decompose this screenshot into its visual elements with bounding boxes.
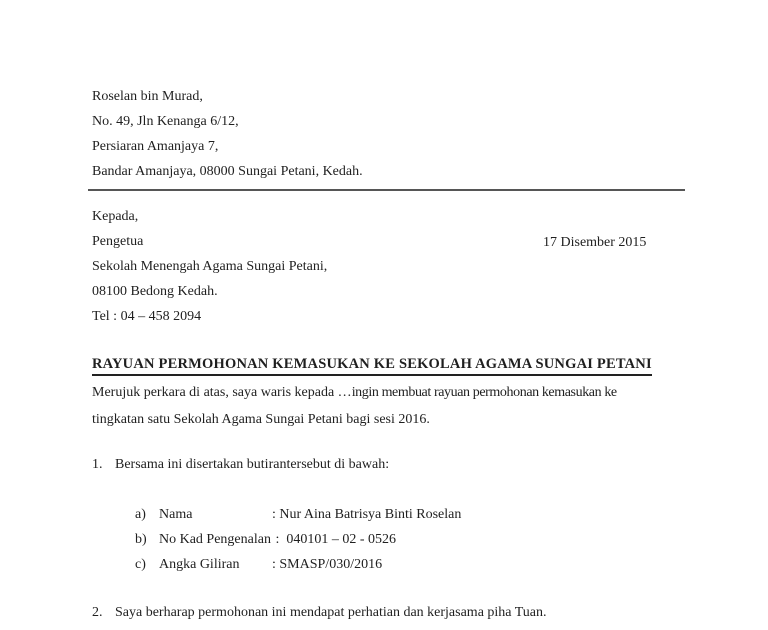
detail-row-nama: [135, 502, 461, 527]
subject-heading: RAYUAN PERMOHONAN KEMASUKAN KE SEKOLAH AGAMA SUNGAI PETANI: [92, 356, 652, 376]
detail-a-letter: a): [135, 507, 146, 522]
sender-street: No. 49, Jln Kenanga 6/12,: [92, 114, 239, 129]
item-2-text: Saya berharap permohonan ini mendapat perhatian dan kerjasama piha Tuan.: [115, 605, 547, 620]
sender-area: Persiaran Amanjaya 7,: [92, 139, 219, 154]
item-2-number: 2.: [92, 605, 103, 620]
body-paragraph: [92, 379, 672, 433]
detail-c-label: Angka Giliran: [159, 557, 240, 572]
item-1-text: Bersama ini disertakan butirantersebut di bawah:: [115, 457, 390, 472]
detail-a-label: Nama: [159, 507, 193, 522]
detail-a-value: : Nur Aina Batrisya Binti Roselan: [272, 507, 462, 522]
recipient-school: Sekolah Menengah Agama Sungai Petani,: [92, 259, 328, 274]
numbered-item-1: [92, 452, 389, 477]
sender-city: Bandar Amanjaya, 08000 Sungai Petani, Kedah.: [92, 164, 363, 179]
detail-b-letter: b): [135, 532, 147, 547]
detail-row-no-kad: [135, 527, 461, 552]
detail-c-value: : SMASP/030/2016: [272, 557, 383, 572]
detail-b-label: No Kad Pengenalan: [159, 532, 271, 547]
detail-row-angka-giliran: [135, 552, 461, 577]
recipient-title: Pengetua: [92, 234, 144, 249]
recipient-salutation: Kepada,: [92, 209, 139, 224]
paragraph-line-2: tingkatan satu Sekolah Agama Sungai Petani bagi sesi 2016.: [92, 412, 430, 427]
recipient-phone: Tel : 04 – 458 2094: [92, 309, 202, 324]
paragraph-text: Merujuk perkara di atas, saya waris kepada …: [92, 385, 352, 400]
sender-name: Roselan bin Murad,: [92, 89, 203, 104]
header-divider-rule: [88, 189, 685, 191]
detail-c-letter: c): [135, 557, 146, 572]
detail-b-value: : 040101 – 02 - 0526: [272, 532, 397, 547]
letter-date: 17 Disember 2015: [543, 235, 647, 250]
recipient-postcode: 08100 Bedong Kedah.: [92, 284, 218, 299]
item-1-number: 1.: [92, 457, 103, 472]
sender-address-block: [92, 84, 363, 184]
recipient-address-block: [92, 204, 327, 329]
paragraph-inserted-text: ingin membuat rayuan permohonan kemasukan ke: [351, 385, 617, 400]
applicant-details-list: [135, 502, 461, 577]
numbered-item-2: [92, 600, 547, 625]
